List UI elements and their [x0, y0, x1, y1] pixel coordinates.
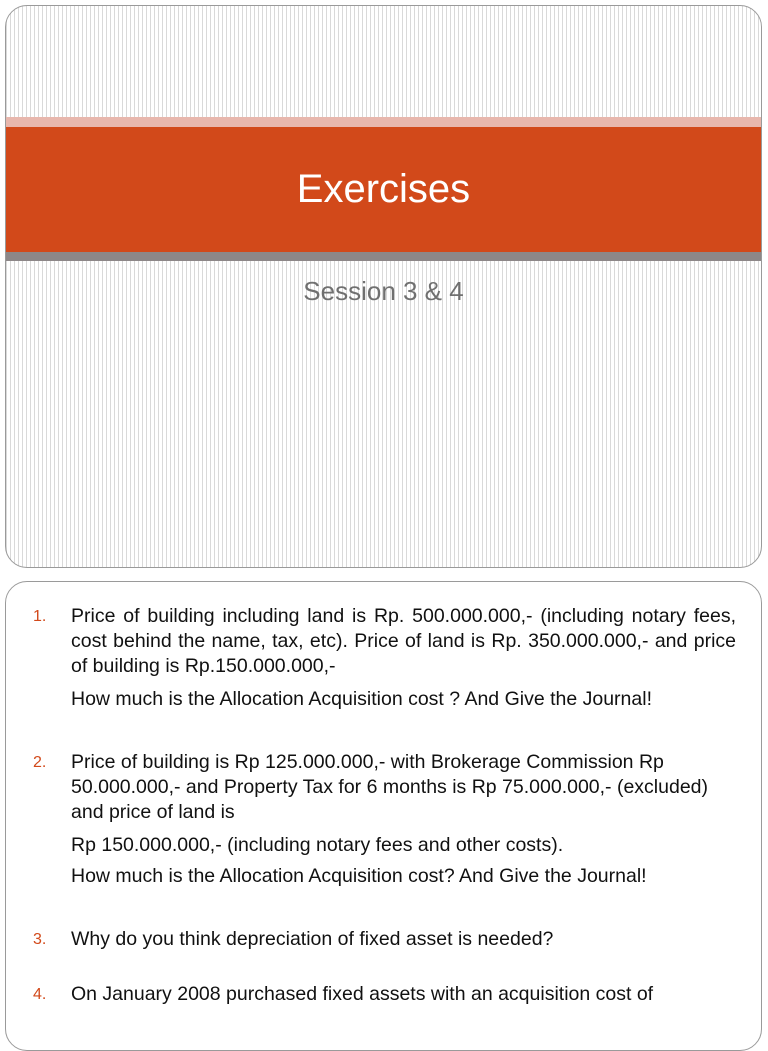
exercise-number: 3. [33, 931, 47, 948]
exercise-text: Rp 150.000.000,- (including notary fees and other costs). [71, 834, 564, 856]
pink-accent-band [6, 117, 761, 127]
slide-subtitle: Session 3 & 4 [303, 276, 464, 306]
exercises-slide [5, 581, 762, 1051]
exercise-text: Price of building including land is Rp. 500.000.000,- (including notary fees, cost behind the name, tax, etc). Price of land is Rp. 350.000.000,- and price of building is Rp.150.000.000,- [71, 605, 736, 677]
exercise-1 [33, 604, 736, 712]
exercise-text: On January 2008 purchased fixed assets with an acquisition cost of [71, 983, 654, 1005]
exercise-list [33, 604, 736, 1007]
exercise-text: Why do you think depreciation of fixed asset is needed? [71, 928, 554, 950]
exercise-text: Price of building is Rp 125.000.000,- with Brokerage Commission Rp 50.000.000,- and Property Tax for 6 months is Rp 75.000.000,- (excluded) and price of land is [71, 751, 709, 823]
exercise-number: 4. [33, 986, 47, 1003]
exercise-number: 2. [33, 754, 47, 771]
exercise-2 [33, 750, 736, 889]
exercise-number: 1. [33, 608, 47, 625]
gray-accent-band [6, 252, 761, 261]
exercise-question: How much is the Allocation Acquisition cost ? And Give the Journal! [71, 688, 652, 710]
title-slide [5, 5, 762, 568]
exercise-4 [33, 982, 736, 1007]
slide-title: Exercises [296, 167, 471, 211]
title-band [6, 127, 761, 252]
exercise-question: How much is the Allocation Acquisition cost? And Give the Journal! [71, 865, 647, 887]
exercise-3 [33, 927, 736, 952]
